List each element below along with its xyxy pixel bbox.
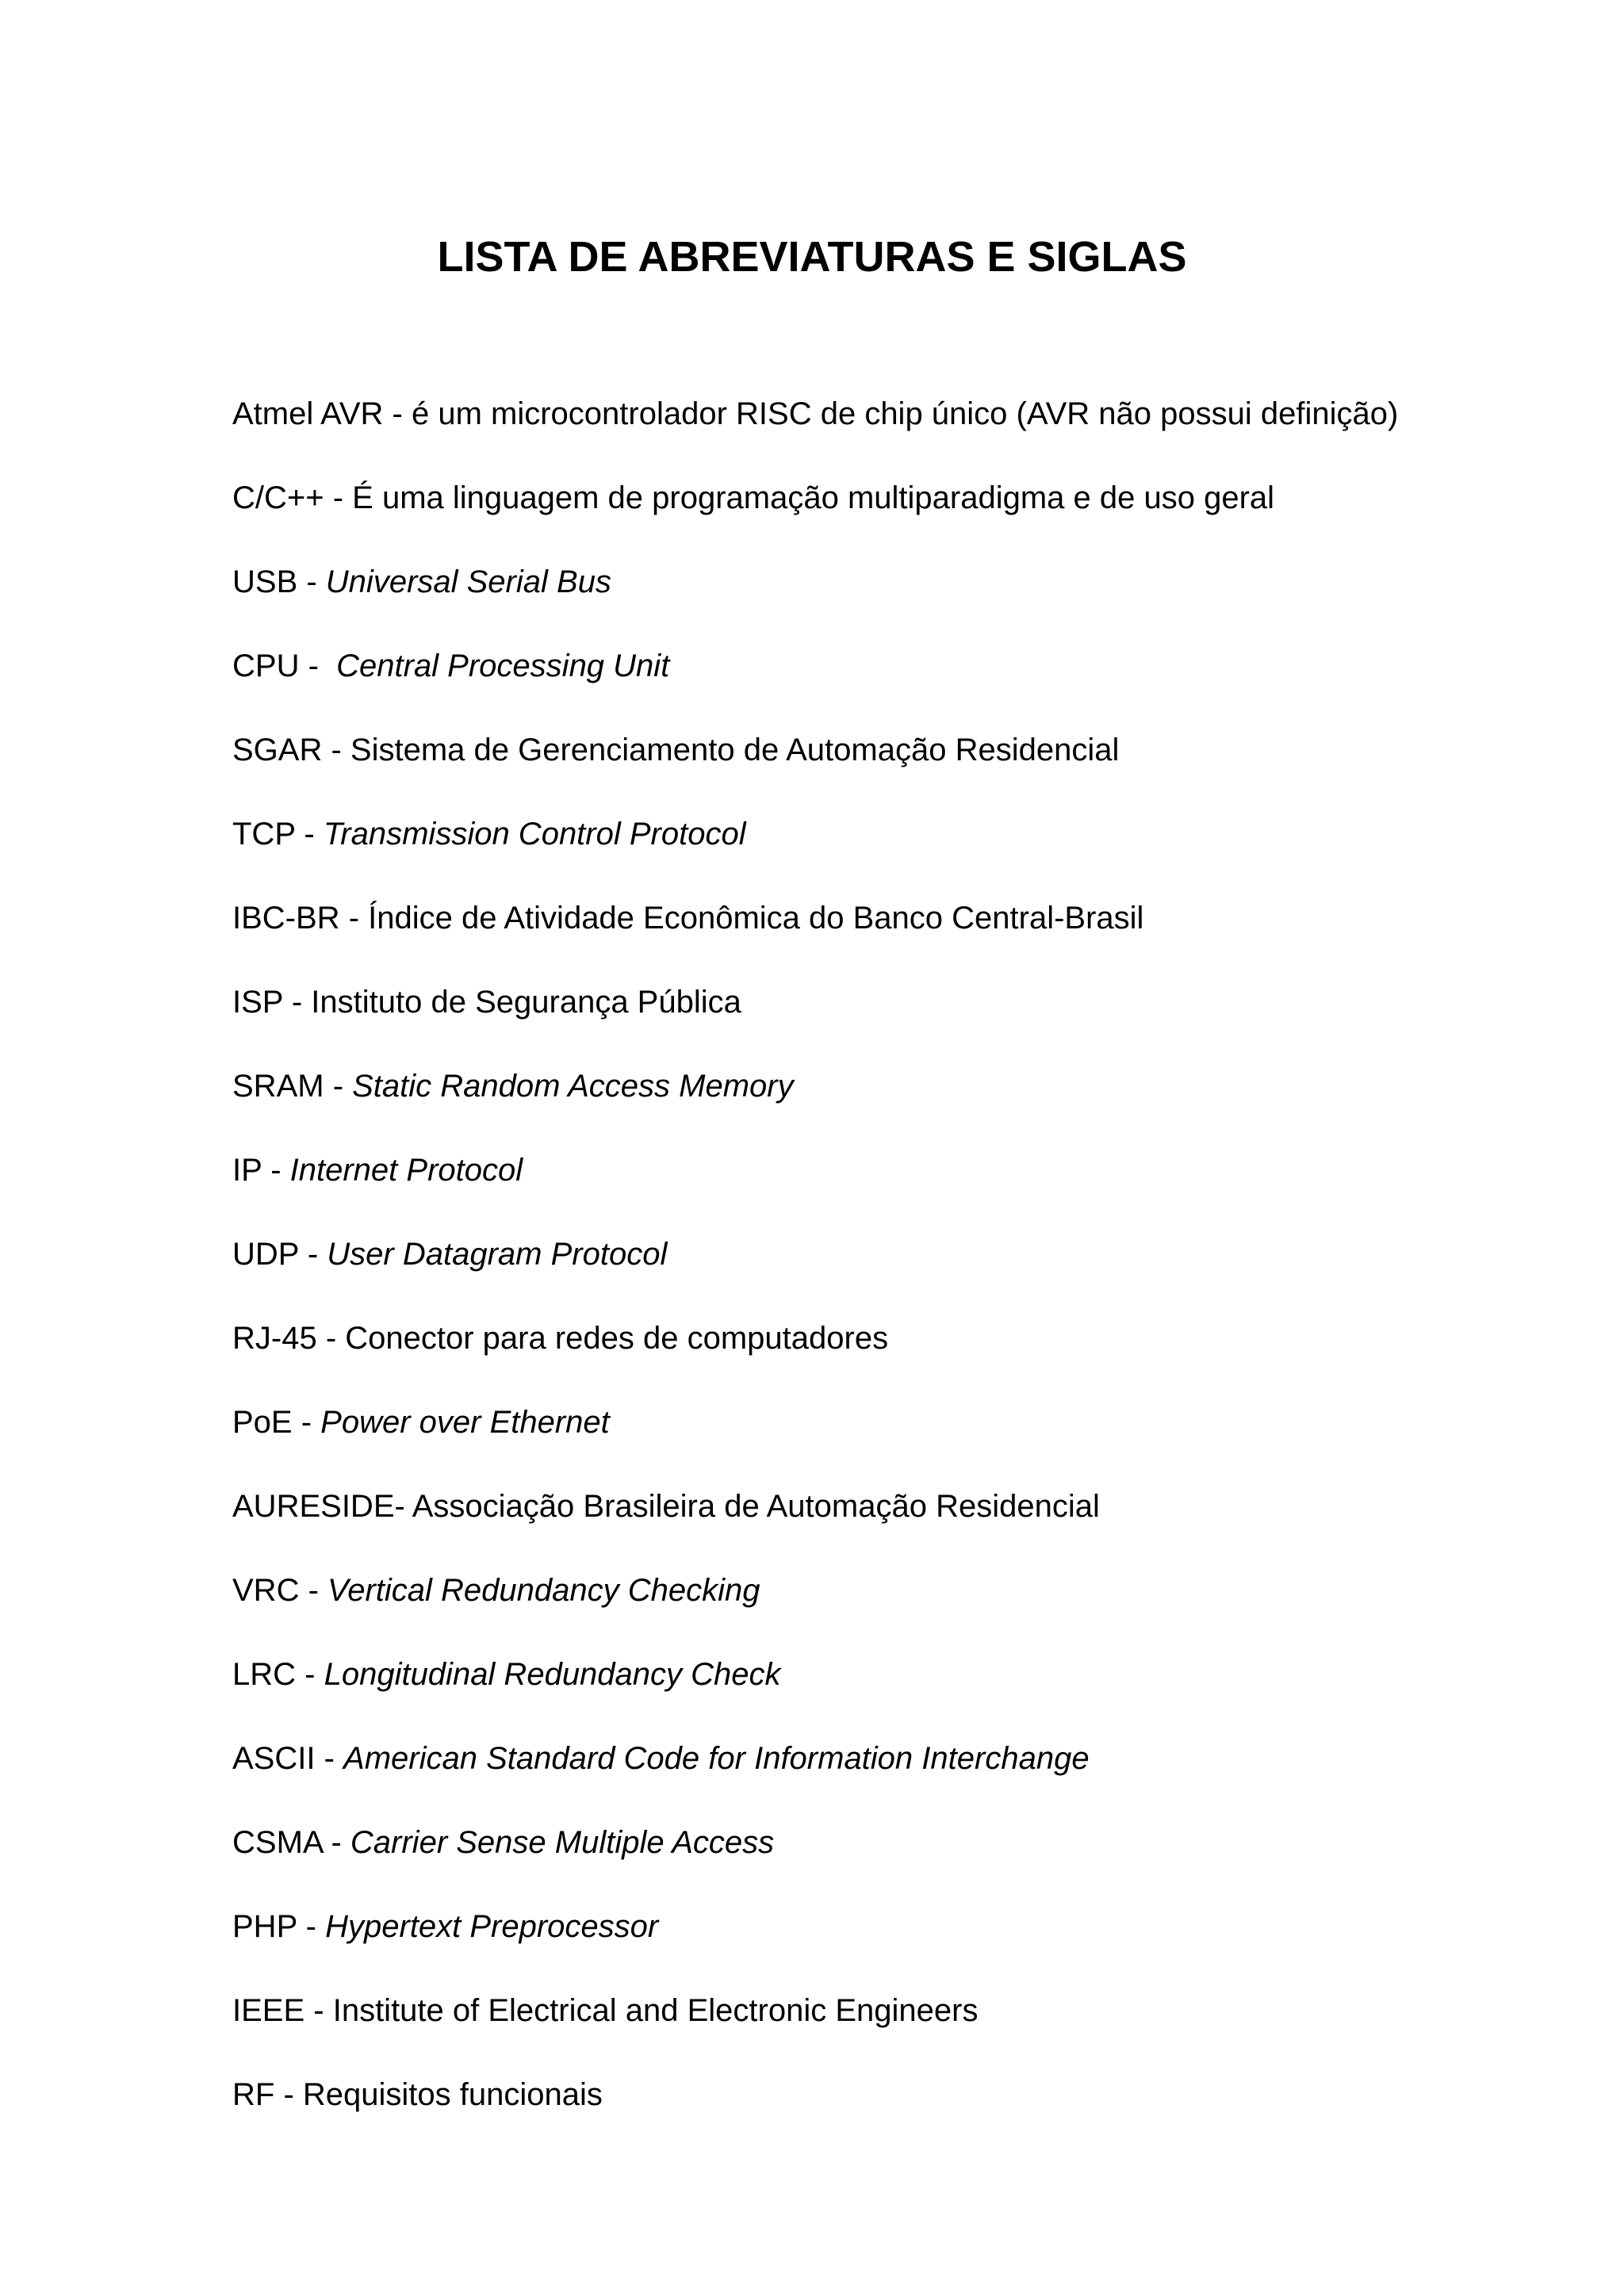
- abbreviation-definition: Índice de Atividade Econômica do Banco Central-Brasil: [368, 901, 1144, 936]
- separator: -: [339, 901, 369, 936]
- abbreviation-term: ASCII: [232, 1741, 316, 1776]
- separator: -: [299, 649, 337, 683]
- abbreviation-definition: Requisitos funcionais: [302, 2077, 603, 2112]
- separator: -: [274, 2077, 303, 2112]
- abbreviation-definition: Internet Protocol: [289, 1153, 523, 1188]
- list-item: [232, 1066, 1580, 1106]
- list-item: [232, 394, 1580, 434]
- abbreviation-term: IP: [232, 1153, 262, 1188]
- abbreviation-term: C/C++: [232, 480, 324, 515]
- separator: -: [297, 564, 326, 599]
- separator: -: [304, 1993, 333, 2028]
- separator: -: [295, 817, 324, 851]
- page-title: LISTA DE ABREVIATURAS E SIGLAS: [437, 233, 1187, 281]
- list-item: [232, 814, 1580, 854]
- abbreviation-definition: Power over Ethernet: [320, 1405, 610, 1440]
- separator: -: [296, 1657, 324, 1692]
- separator: -: [383, 396, 412, 431]
- abbreviation-definition: Carrier Sense Multiple Access: [350, 1825, 775, 1860]
- abbreviation-term: IBC-BR: [232, 901, 340, 936]
- abbreviation-term: TCP: [232, 817, 296, 851]
- list-item: [232, 562, 1580, 602]
- abbreviation-definition: Central Processing Unit: [336, 649, 670, 683]
- abbreviation-term: USB: [232, 564, 298, 599]
- abbreviation-definition: Longitudinal Redundancy Check: [324, 1657, 781, 1692]
- separator: -: [292, 1405, 321, 1440]
- separator: -: [394, 1489, 412, 1524]
- list-item: [232, 730, 1580, 770]
- separator: -: [322, 1825, 350, 1860]
- list-item: [232, 1487, 1580, 1526]
- list-item: [232, 1150, 1580, 1190]
- separator: -: [282, 985, 312, 1020]
- separator: -: [316, 1321, 346, 1356]
- abbreviation-definition: é um microcontrolador RISC de chip único (AVR não possui definição): [411, 396, 1399, 431]
- abbreviation-term: CPU: [232, 649, 300, 683]
- abbreviation-term: SRAM: [232, 1069, 324, 1104]
- abbreviation-term: VRC: [232, 1573, 300, 1608]
- separator: -: [324, 480, 353, 515]
- abbreviation-term: LRC: [232, 1657, 297, 1692]
- separator: -: [324, 1069, 353, 1104]
- list-item: [232, 1991, 1580, 2030]
- abbreviation-term: Atmel AVR: [232, 396, 384, 431]
- abbreviation-term: ISP: [232, 985, 283, 1020]
- separator: -: [299, 1573, 327, 1608]
- list-item: [232, 1907, 1580, 1946]
- abbreviation-definition: American Standard Code for Information Interchange: [343, 1741, 1090, 1776]
- list-item: [232, 646, 1580, 686]
- list-item: [232, 478, 1580, 518]
- list-item: [232, 1655, 1580, 1694]
- list-item: [232, 1571, 1580, 1610]
- abbreviation-definition: Vertical Redundancy Checking: [327, 1573, 760, 1608]
- abbreviation-definition: Institute of Electrical and Electronic Engineers: [332, 1993, 979, 2028]
- list-item: [232, 2075, 1580, 2114]
- abbreviation-term: RF: [232, 2077, 275, 2112]
- abbreviation-definition: Static Random Access Memory: [352, 1069, 794, 1104]
- abbreviation-term: PoE: [232, 1405, 293, 1440]
- abbreviation-term: CSMA: [232, 1825, 323, 1860]
- list-item: [232, 1402, 1580, 1442]
- separator: -: [262, 1153, 290, 1188]
- list-item: [232, 1234, 1580, 1274]
- abbreviation-term: AURESIDE: [232, 1489, 395, 1524]
- abbreviation-term: UDP: [232, 1237, 299, 1272]
- abbreviation-term: IEEE: [232, 1993, 305, 2028]
- abbreviation-definition: Instituto de Segurança Pública: [311, 985, 741, 1020]
- abbreviation-definition: É uma linguagem de programação multiparadigma e de uso geral: [352, 480, 1275, 515]
- abbreviation-definition: Associação Brasileira de Automação Residencial: [412, 1489, 1100, 1524]
- abbreviation-definition: User Datagram Protocol: [327, 1237, 668, 1272]
- abbreviation-term: RJ-45: [232, 1321, 317, 1356]
- separator: -: [298, 1237, 327, 1272]
- list-item: [232, 1739, 1580, 1778]
- abbreviation-list: [232, 394, 1580, 2159]
- list-item: [232, 1823, 1580, 1862]
- abbreviation-term: SGAR: [232, 733, 323, 767]
- separator: -: [297, 1909, 326, 1944]
- abbreviation-definition: Transmission Control Protocol: [323, 817, 746, 851]
- list-item: [232, 1318, 1580, 1358]
- abbreviation-definition: Conector para redes de computadores: [345, 1321, 889, 1356]
- list-item: [232, 898, 1580, 938]
- abbreviation-definition: Universal Serial Bus: [325, 564, 611, 599]
- abbreviation-term: PHP: [232, 1909, 297, 1944]
- separator: -: [322, 733, 350, 767]
- list-item: [232, 982, 1580, 1022]
- abbreviation-definition: Hypertext Preprocessor: [325, 1909, 659, 1944]
- separator: -: [315, 1741, 344, 1776]
- abbreviation-definition: Sistema de Gerenciamento de Automação Residencial: [350, 733, 1120, 767]
